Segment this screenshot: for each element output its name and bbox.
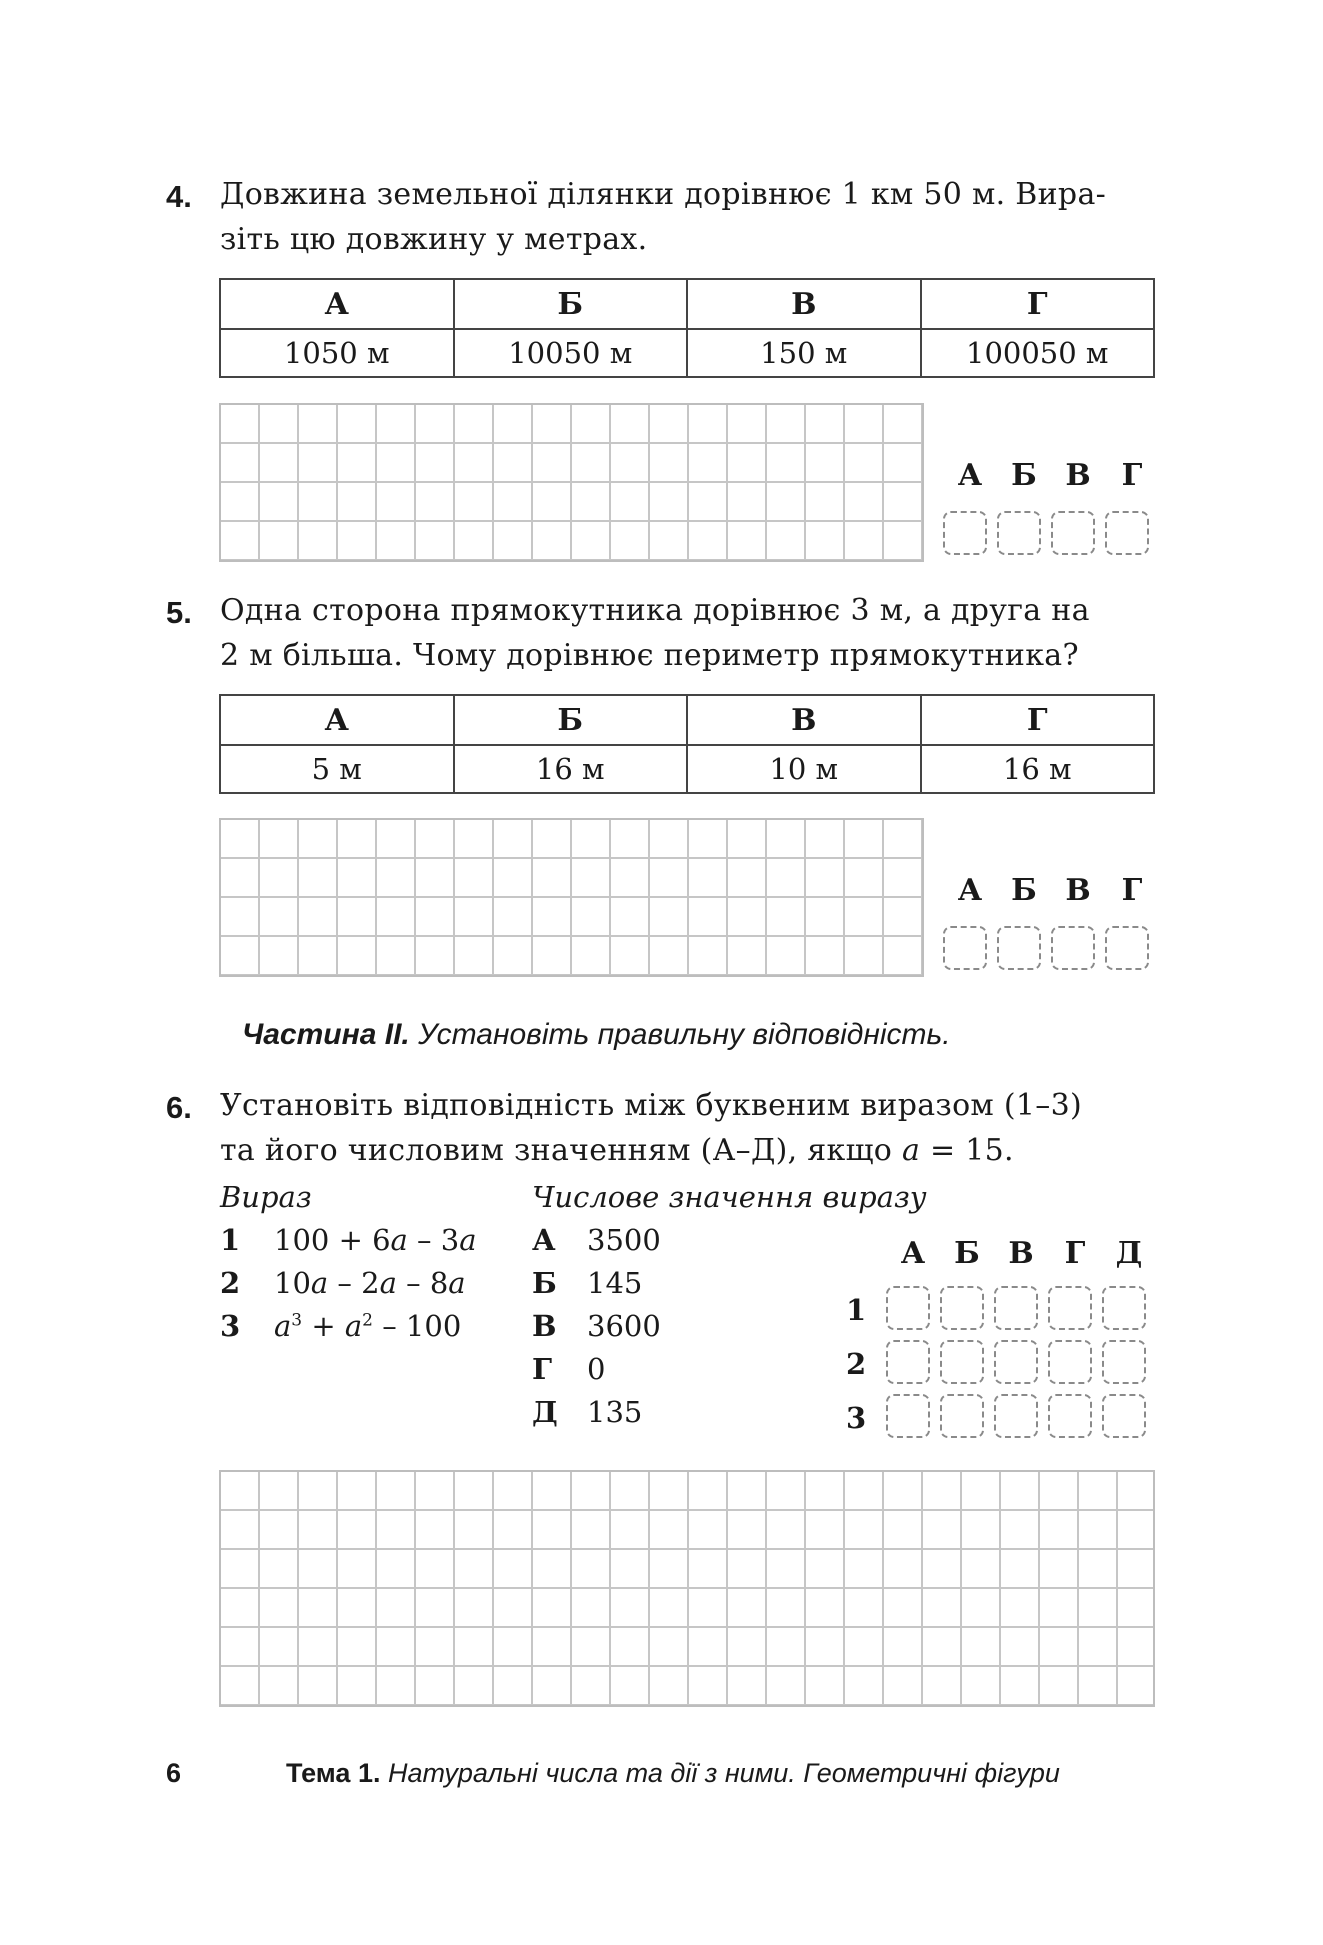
question-6-line-2-value: = 15. xyxy=(920,1133,1014,1168)
value-number: 145 xyxy=(587,1266,643,1300)
option-letter: Б xyxy=(454,695,688,745)
option-value: 5 м xyxy=(220,745,454,793)
matrix-checkbox-1-d[interactable] xyxy=(1102,1286,1146,1330)
question-6-line-2 xyxy=(220,1128,1014,1173)
expression-2 xyxy=(274,1266,466,1300)
topic-title: Натуральні числа та дії з ними. Геометричні фігури xyxy=(387,1758,1060,1788)
part-2-instruction: Установіть правильну відповідність. xyxy=(418,1018,951,1051)
question-4-number: 4. xyxy=(166,179,192,214)
matrix-col-letter: Б xyxy=(954,1236,980,1271)
matrix-checkbox-3-b[interactable] xyxy=(940,1394,984,1438)
question-5-options-table xyxy=(219,694,1155,794)
matrix-row-number: 2 xyxy=(846,1347,867,1381)
matrix-col-letter: В xyxy=(1008,1236,1034,1271)
answer-checkbox-b[interactable] xyxy=(997,511,1041,555)
variable-a: a xyxy=(901,1133,921,1168)
matrix-col-letter: А xyxy=(900,1236,926,1271)
option-letter: А xyxy=(220,279,454,329)
topic-label: Тема 1. xyxy=(286,1758,381,1788)
expr-part: – 100 xyxy=(373,1309,462,1343)
question-4-answer-letters xyxy=(943,458,1159,493)
answer-checkbox-v[interactable] xyxy=(1051,926,1095,970)
question-5-line-1: Одна сторона прямокутника дорівнює 3 м, а друга на xyxy=(220,593,1090,628)
answer-checkbox-g[interactable] xyxy=(1105,926,1149,970)
matrix-checkbox-3-d[interactable] xyxy=(1102,1394,1146,1438)
matrix-checkbox-2-a[interactable] xyxy=(886,1340,930,1384)
value-number: 3600 xyxy=(587,1309,661,1343)
page-number: 6 xyxy=(166,1758,182,1788)
answer-letter: Б xyxy=(1011,873,1037,908)
option-value: 10 м xyxy=(687,745,921,793)
expression-number: 1 xyxy=(220,1223,241,1257)
matrix-row-number: 3 xyxy=(846,1401,867,1435)
matrix-checkbox-2-v[interactable] xyxy=(994,1340,1038,1384)
question-6-line-2-text: та його числовим значенням (А–Д), якщо xyxy=(220,1133,902,1168)
expr-part: – 8 xyxy=(396,1266,449,1300)
option-letter: А xyxy=(220,695,454,745)
expression-1 xyxy=(274,1223,477,1257)
expression-column-header: Вираз xyxy=(220,1180,312,1214)
question-5-answer-letters xyxy=(943,873,1159,908)
question-6-scratch-grid[interactable] xyxy=(219,1470,1155,1707)
matrix-checkbox-1-v[interactable] xyxy=(994,1286,1038,1330)
expr-part: 100 + 6 xyxy=(274,1223,391,1257)
matrix-col-letter: Г xyxy=(1064,1236,1086,1271)
variable-a: a xyxy=(390,1223,408,1257)
value-number: 135 xyxy=(587,1395,643,1429)
variable-a: a xyxy=(310,1266,329,1300)
value-letter: Д xyxy=(532,1395,558,1429)
option-letter: Б xyxy=(454,279,688,329)
expression-number: 2 xyxy=(220,1266,241,1300)
question-4-line-2: зіть цю довжину у метрах. xyxy=(220,222,648,257)
matrix-checkbox-1-b[interactable] xyxy=(940,1286,984,1330)
matrix-row-number: 1 xyxy=(846,1293,867,1327)
question-4-scratch-grid[interactable] xyxy=(219,403,924,562)
option-value: 16 м xyxy=(454,745,688,793)
matrix-checkbox-2-b[interactable] xyxy=(940,1340,984,1384)
option-value: 150 м xyxy=(687,329,921,377)
part-2-label: Частина ІІ. xyxy=(242,1018,410,1051)
variable-a: a xyxy=(379,1266,397,1300)
answer-letter: В xyxy=(1065,458,1091,493)
variable-a: a xyxy=(344,1309,363,1343)
question-4-options-table xyxy=(219,278,1155,378)
value-number: 3500 xyxy=(587,1223,661,1257)
answer-letter: Г xyxy=(1121,458,1143,493)
expr-part: + xyxy=(302,1309,345,1343)
option-letter: Г xyxy=(921,695,1155,745)
question-4-line-1: Довжина земельної ділянки дорівнює 1 км 50 м. Вира- xyxy=(220,177,1107,212)
answer-checkbox-a[interactable] xyxy=(943,926,987,970)
question-5-line-2: 2 м більша. Чому дорівнює периметр прямокутника? xyxy=(220,638,1079,673)
matrix-checkbox-3-a[interactable] xyxy=(886,1394,930,1438)
value-column-header: Числове значення виразу xyxy=(532,1180,927,1214)
variable-a: a xyxy=(274,1309,292,1343)
expression-3 xyxy=(274,1309,461,1343)
exponent: 3 xyxy=(291,1310,303,1331)
option-value: 10050 м xyxy=(454,329,688,377)
expr-part: – 3 xyxy=(407,1223,460,1257)
option-value: 16 м xyxy=(921,745,1155,793)
variable-a: a xyxy=(459,1223,477,1257)
answer-letter: А xyxy=(957,458,983,493)
part-2-heading xyxy=(242,1018,951,1052)
answer-letter: Г xyxy=(1121,873,1143,908)
question-6-number: 6. xyxy=(166,1090,192,1125)
question-5-scratch-grid[interactable] xyxy=(219,818,924,977)
value-letter: Б xyxy=(532,1266,557,1300)
expr-part: 10 xyxy=(274,1266,311,1300)
answer-letter: А xyxy=(957,873,983,908)
option-letter: Г xyxy=(921,279,1155,329)
answer-checkbox-a[interactable] xyxy=(943,511,987,555)
matrix-checkbox-2-d[interactable] xyxy=(1102,1340,1146,1384)
exponent: 2 xyxy=(362,1310,373,1331)
answer-letter: В xyxy=(1065,873,1091,908)
matrix-checkbox-1-g[interactable] xyxy=(1048,1286,1092,1330)
expr-part: – 2 xyxy=(328,1266,380,1300)
matrix-checkbox-3-v[interactable] xyxy=(994,1394,1038,1438)
answer-checkbox-v[interactable] xyxy=(1051,511,1095,555)
question-6-line-1: Установіть відповідність між буквеним виразом (1–3) xyxy=(220,1088,1082,1123)
value-number: 0 xyxy=(587,1352,606,1386)
matrix-checkbox-1-a[interactable] xyxy=(886,1286,930,1330)
value-letter: В xyxy=(532,1309,557,1343)
matrix-checkbox-3-g[interactable] xyxy=(1048,1394,1092,1438)
option-value: 1050 м xyxy=(220,329,454,377)
answer-letter: Б xyxy=(1011,458,1037,493)
question-5-number: 5. xyxy=(166,595,192,630)
option-value: 100050 м xyxy=(921,329,1155,377)
answer-checkbox-g[interactable] xyxy=(1105,511,1149,555)
page-footer-topic xyxy=(286,1758,1060,1789)
value-letter: А xyxy=(532,1223,556,1257)
value-letter: Г xyxy=(532,1352,553,1386)
matrix-column-headers xyxy=(886,1236,1156,1271)
matrix-col-letter: Д xyxy=(1115,1236,1143,1271)
answer-checkbox-b[interactable] xyxy=(997,926,1041,970)
option-letter: В xyxy=(687,695,921,745)
option-letter: В xyxy=(687,279,921,329)
expression-number: 3 xyxy=(220,1309,241,1343)
matrix-checkbox-2-g[interactable] xyxy=(1048,1340,1092,1384)
variable-a: a xyxy=(448,1266,466,1300)
